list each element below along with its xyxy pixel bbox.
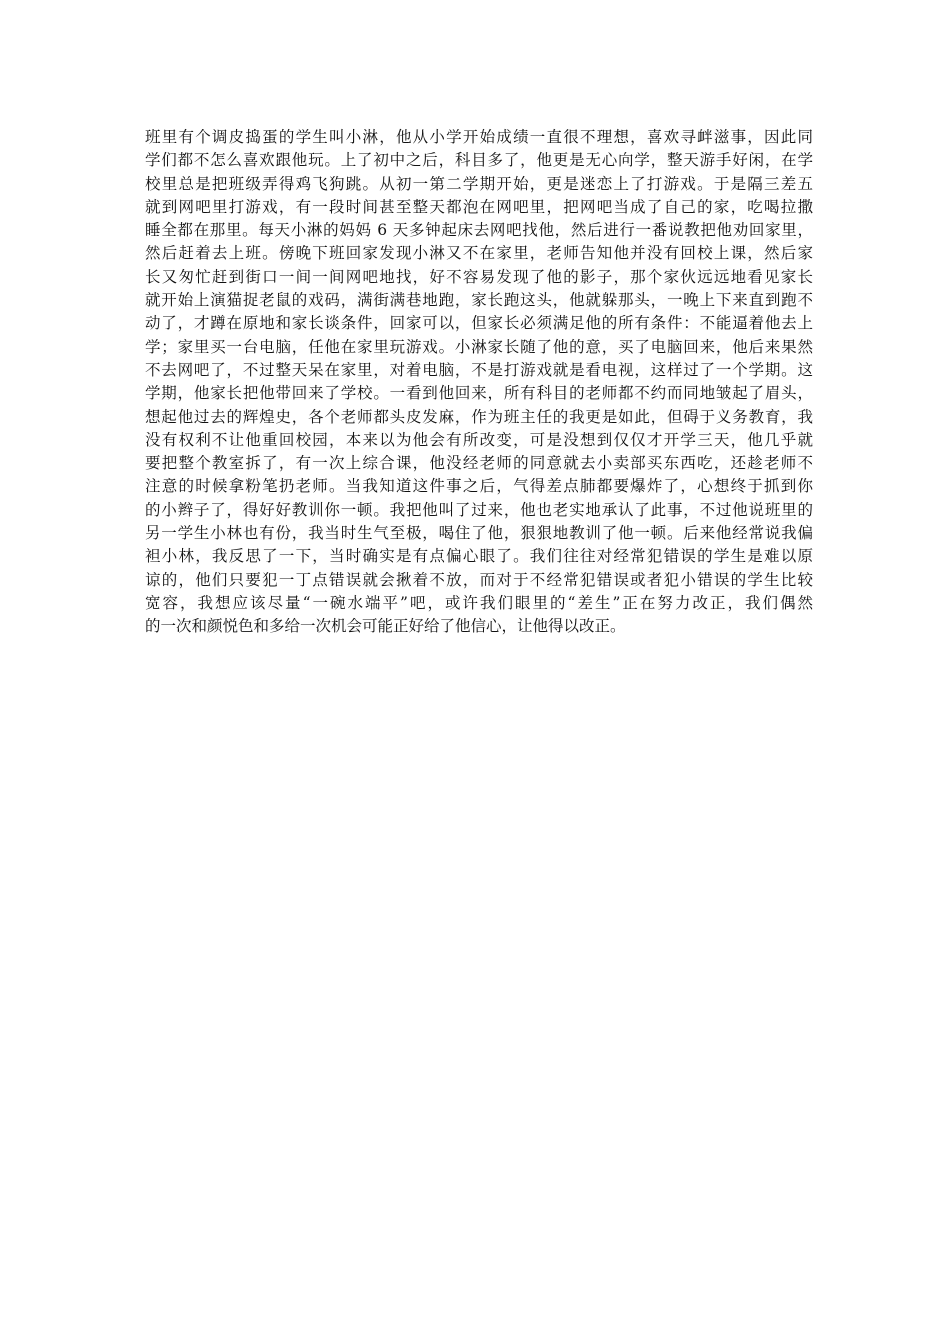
paragraph-line: 长又匆忙赶到街口一间一间网吧地找，好不容易发现了他的影子，那个家伙远远地看见家长 bbox=[145, 267, 813, 286]
paragraph-line: 要把整个教室拆了，有一次上综合课，他没经老师的同意就去小卖部买东西吃，还趁老师不 bbox=[145, 454, 813, 473]
paragraph-line: 袒小林，我反思了一下，当时确实是有点偏心眼了。我们往往对经常犯错误的学生是难以原 bbox=[145, 547, 813, 566]
paragraph-line: 学期，他家长把他带回来了学校。一看到他回来，所有科目的老师都不约而同地皱起了眉头， bbox=[145, 384, 813, 403]
paragraph-line: 另一学生小林也有份，我当时生气至极，喝住了他，狠狠地教训了他一顿。后来他经常说我偏 bbox=[145, 524, 813, 543]
paragraph-line: 不去网吧了，不过整天呆在家里，对着电脑，不是打游戏就是看电视，这样过了一个学期。这 bbox=[145, 360, 813, 379]
paragraph-line: 睡全都在那里。每天小淋的妈妈 6 天多钟起床去网吧找他，然后进行一番说教把他劝回家里， bbox=[145, 221, 813, 240]
paragraph-line: 就到网吧里打游戏，有一段时间甚至整天都泡在网吧里，把网吧当成了自己的家，吃喝拉撒 bbox=[145, 197, 813, 216]
paragraph-line: 校里总是把班级弄得鸡飞狗跳。从初一第二学期开始，更是迷恋上了打游戏。于是隔三差五 bbox=[145, 174, 813, 193]
paragraph-line: 就开始上演猫捉老鼠的戏码，满街满巷地跑，家长跑这头，他就躲那头，一晚上下来直到跑不 bbox=[145, 291, 813, 310]
paragraph-line: 学们都不怎么喜欢跟他玩。上了初中之后，科目多了，他更是无心向学，整天游手好闲，在学 bbox=[145, 151, 813, 170]
paragraph-line: 没有权利不让他重回校园，本来以为他会有所改变，可是没想到仅仅才开学三天，他几乎就 bbox=[145, 430, 813, 449]
paragraph-line: 谅的，他们只要犯一丁点错误就会揪着不放，而对于不经常犯错误或者犯小错误的学生比较 bbox=[145, 570, 813, 589]
paragraph-line: 然后赶着去上班。傍晚下班回家发现小淋又不在家里，老师告知他并没有回校上课，然后家 bbox=[145, 244, 813, 263]
paragraph-line: 学；家里买一台电脑，任他在家里玩游戏。小淋家长随了他的意，买了电脑回来，他后来果然 bbox=[145, 337, 813, 356]
paragraph-line: 的一次和颜悦色和多给一次机会可能正好给了他信心，让他得以改正。 bbox=[145, 617, 626, 636]
paragraph-line: 注意的时候拿粉笔扔老师。当我知道这件事之后，气得差点肺都要爆炸了，心想终于抓到你 bbox=[145, 477, 813, 496]
paragraph-line: 宽容，我想应该尽量“一碗水端平”吧，或许我们眼里的“差生”正在努力改正，我们偶然 bbox=[145, 593, 813, 612]
paragraph-line: 动了，才蹲在原地和家长谈条件，回家可以，但家长必须满足他的所有条件：不能逼着他去上 bbox=[145, 314, 813, 333]
paragraph-line: 班里有个调皮捣蛋的学生叫小淋，他从小学开始成绩一直很不理想，喜欢寻衅滋事，因此同 bbox=[145, 128, 813, 146]
body-paragraph bbox=[145, 126, 813, 639]
paragraph-line: 的小辫子了，得好好教训你一顿。我把他叫了过来，他也老实地承认了此事，不过他说班里的 bbox=[145, 500, 813, 519]
paragraph-line: 想起他过去的辉煌史，各个老师都头皮发麻，作为班主任的我更是如此，但碍于义务教育，我 bbox=[145, 407, 813, 426]
